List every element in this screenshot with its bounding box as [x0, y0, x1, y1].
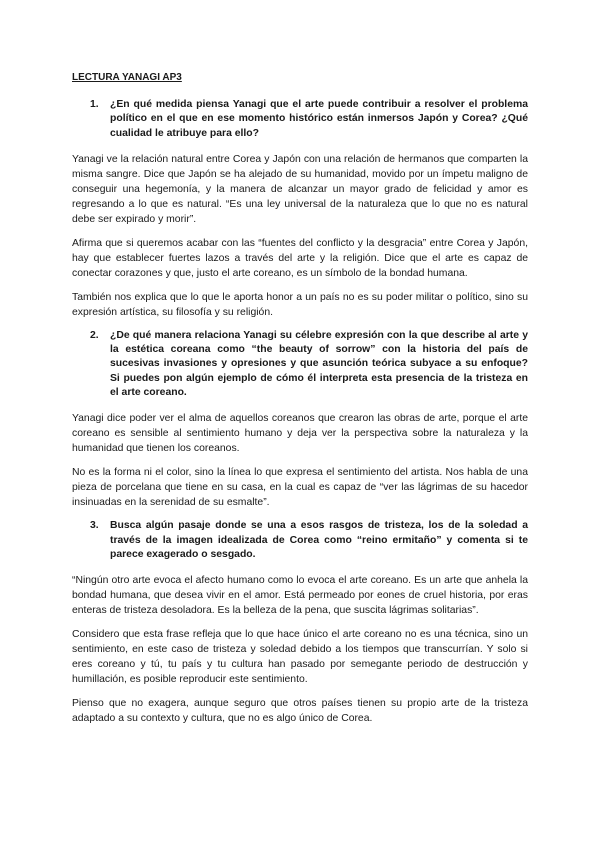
answer-1-paragraph-2: Afirma que si queremos acabar con las “fuentes del conflicto y la desgracia” entre Corea y Japón, hay que establecer fuertes lazos a través del arte y la religión. Dice que el arte es capaz de conectar corazones y que, justo el arte coreano, es un símbolo de la bondad humana.: [72, 237, 528, 279]
question-1-text: ¿En qué medida piensa Yanagi que el arte puede contribuir a resolver el problema político en el que en ese momento histórico están inmersos Japón y Corea? ¿Qué cualidad le atribuye para ello?: [110, 99, 528, 139]
answer-3-paragraph-3: Pienso que no exagera, aunque seguro que otros países tienen su propio arte de la tristeza adaptado a su contexto y cultura, que no es algo único de Corea.: [72, 698, 528, 725]
question-3-text: Busca algún pasaje donde se una a esos rasgos de tristeza, los de la soledad a través de la imagen idealizada de Corea como “reino ermitaño” y comenta si te parece exagerado o sesgado.: [110, 520, 528, 560]
answer-3-paragraph-2: Considero que esta frase refleja que lo que hace único el arte coreano no es una técnica, sino un sentimiento, en este caso de tristeza y soledad debido a los tiempos que transcurrían. Y solo si eres coreano y tú, tu país y tu cultura han pasado por semegante periodo de destrucción y humillación, es posible reproducir este sentimiento.: [72, 629, 528, 686]
question-2-text: ¿De qué manera relaciona Yanagi su célebre expresión con la que describe al arte y la estética coreana como “the beauty of sorrow” con la historia del país de sucesivas invasiones y opresiones y que asunción teórica subyace a su enfoque? Si puedes pon algún ejemplo de cómo él interpreta esta presencia de la tristeza en el arte coreano.: [110, 329, 528, 399]
question-2: [72, 329, 528, 400]
answer-2-paragraph-2: No es la forma ni el color, sino la línea lo que expresa el sentimiento del artista. Nos habla de una pieza de porcelana que tiene en su casa, en la cual es capaz de “ver las lágrimas de su hacedor insinuadas en la serenidad de su esmalte”.: [72, 467, 528, 509]
answer-3-paragraph-1: “Ningún otro arte evoca el afecto humano como lo evoca el arte coreano. Es un arte que anhela la bondad humana, que desea vivir en el amor. Está permeado por eones de cruel historia, por eras enteras de tristeza desoladora. Es la belleza de la pena, que suscita lágrimas solitarias”.: [72, 575, 528, 617]
question-3: [72, 519, 528, 562]
question-1: [72, 98, 528, 141]
question-2-number: 2.: [90, 329, 99, 341]
answer-2-paragraph-1: Yanagi dice poder ver el alma de aquellos coreanos que crearon las obras de arte, porque el arte coreano es sensible al sentimiento humano y deja ver la perspectiva sobre la naturaleza y la humanidad que tienen los coreanos.: [72, 413, 528, 455]
question-1-number: 1.: [90, 99, 99, 110]
answer-1-paragraph-1: Yanagi ve la relación natural entre Corea y Japón con una relación de hermanos que comparten la misma sangre. Dice que Japón se ha alejado de su humanidad, movido por un ímpetu maligno de conseguir una hegemonía, y la manera de alcanzar un mayor grado de felicidad y amor es regresando a lo que es natural. “Es una ley universal de la naturaleza que lo que no es natural debe ser expirado y morir”.: [72, 153, 528, 225]
answer-1-paragraph-3: También nos explica que lo que le aporta honor a un país no es su poder militar o político, sino su expresión artística, su filosofía y su religión.: [72, 291, 528, 318]
question-3-number: 3.: [90, 520, 99, 532]
document-title: LECTURA YANAGI AP3: [72, 72, 182, 83]
